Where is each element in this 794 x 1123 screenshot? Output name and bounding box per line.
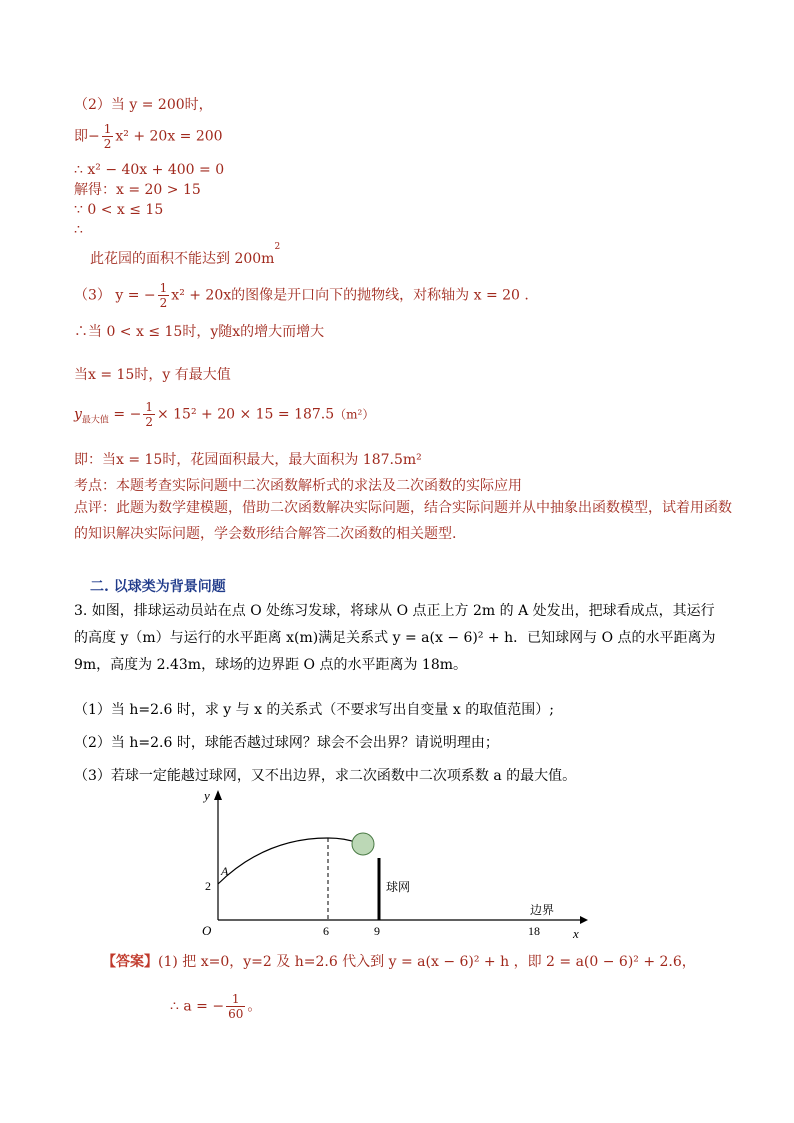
- section-heading: 二. 以球类为背景问题: [90, 579, 226, 595]
- dianping: 点评：此题为数学建模题，借助二次函数解决实际问题，结合实际问题并从中抽象出函数模型，试着用函数的知识解决实际问题，学会数形结合解答二次函数的相关题型.: [74, 500, 732, 542]
- part2-line3: ∴ x² − 40x + 400 = 0: [74, 162, 225, 178]
- net-label: 球网: [386, 880, 411, 894]
- y-axis-label: y: [204, 788, 210, 803]
- part2-line6: ∴: [74, 222, 83, 238]
- part3-line2: ∴当 0 < x ≤ 15时，y随x的增大而增大: [74, 324, 325, 340]
- part3-line1: （3） y = − $\frac{1}{2}$ x² + 20x的图像是开口向下的抛物线，对称轴为 x = 20 .: [74, 281, 529, 310]
- boundary-label: 边界: [530, 903, 555, 917]
- y-axis-arrow: [214, 790, 222, 800]
- fraction: $\frac{1}{2}$: [103, 122, 112, 151]
- answer-line: 【答案】(1) 把 x=0，y=2 及 h=2.6 代入到 y = a(x − 6)² + h ，即 2 = a(0 − 6)² + 2.6，: [102, 954, 696, 970]
- question-3: （3）若球一定能越过球网，又不出边界，求二次函数中二次项系数 a 的最大值。: [74, 768, 577, 784]
- part3-line3: 当x = 15时，y 有最大值: [74, 367, 231, 383]
- fraction: $\frac{1}{2}$: [159, 281, 168, 310]
- tick-18: 18: [528, 924, 540, 938]
- tick-9: 9: [374, 924, 380, 938]
- origin-label: O: [202, 923, 212, 938]
- trajectory-curve: [218, 838, 358, 884]
- fraction: $\frac{1}{2}$: [145, 400, 153, 429]
- problem-text: 3. 如图，排球运动员站在点 O 处练习发球，将球从 O 点正上方 2m 的 A 处发出，把球看成点，其运行的高度 y（m）与运行的水平距离 x(m)满足关系式 y = a(x − 6)² + h．已知球网与 O 点的水平距离为 9m，高度为 2.43m，球场的边界距 O 点的水平距离为 18m。: [74, 603, 716, 673]
- part2-line1: （2）当 y = 200时，: [74, 97, 213, 113]
- ball: [352, 833, 374, 855]
- fraction: $\frac{1}{60}$: [228, 992, 244, 1021]
- part2-line7: 此花园的面积不能达到 $200m^2$: [90, 242, 281, 267]
- question-2: （2）当 h=2.6 时，球能否越过球网？球会不会出界？请说明理由；: [74, 735, 499, 751]
- part3-conclusion: 即：当x = 15时，花园面积最大，最大面积为 187.5m²: [74, 452, 422, 468]
- part2-line4: 解得：x = 20 > 15: [74, 182, 201, 198]
- kaodian: 考点：本题考查实际问题中二次函数解析式的求法及二次函数的实际应用: [74, 478, 522, 494]
- point-a-label: A: [221, 864, 229, 878]
- tick-2: 2: [205, 879, 211, 893]
- x-axis-label: x: [573, 926, 579, 941]
- tick-6: 6: [323, 924, 329, 938]
- part3-max: $y_{最大值}$ = − $\frac{1}{2}$ × 15² + 20 × 15 = 187.5（m²）: [74, 400, 375, 429]
- part2-line5: ∵ 0 < x ≤ 15: [74, 202, 164, 218]
- part2-line2: 即− $\frac{1}{2}$ x² + 20x = 200: [74, 122, 223, 151]
- question-1: （1）当 h=2.6 时，求 y 与 x 的关系式（不要求写出自变量 x 的取值范围）;: [74, 702, 554, 718]
- x-axis-arrow: [580, 916, 588, 924]
- answer-result: ∴ a = − $\frac{1}{60}$ 。: [170, 992, 262, 1021]
